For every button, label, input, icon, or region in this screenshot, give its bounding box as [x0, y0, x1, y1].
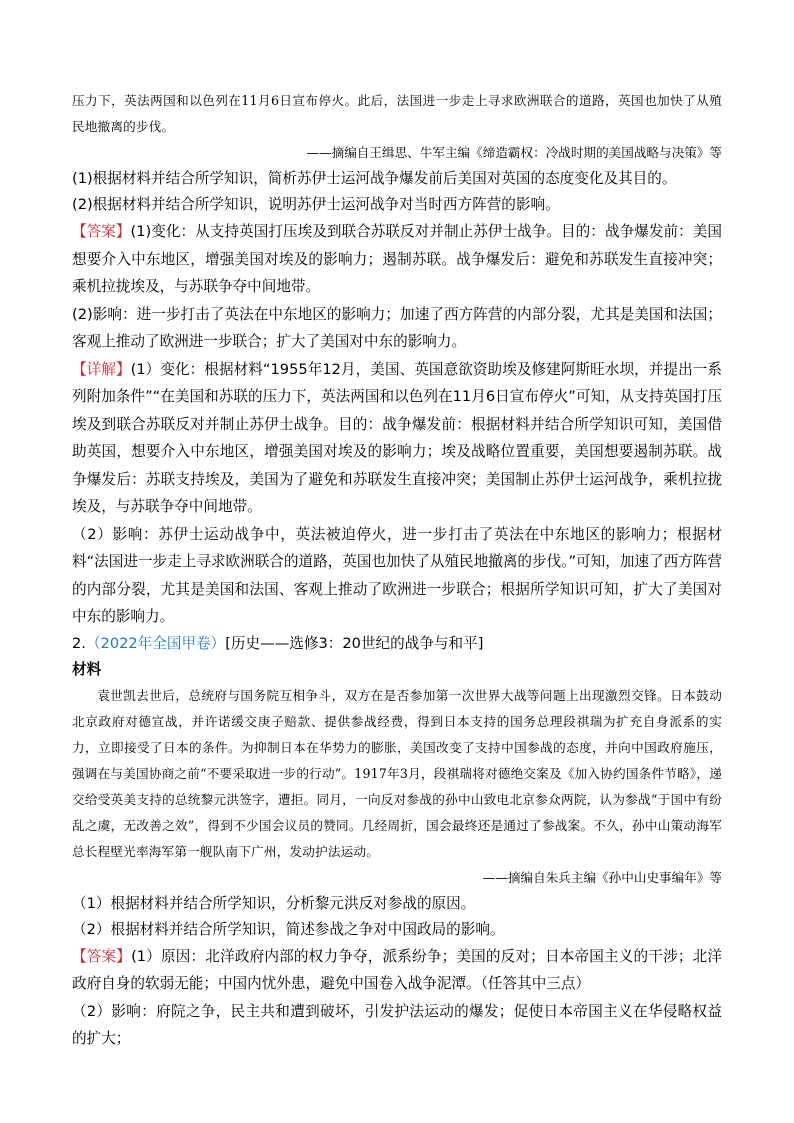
q2-sub-question-2: （2）根据材料并结合所学知识，简述参战之争对中国政局的影响。 — [72, 920, 505, 938]
q1-material-tail: 压力下，英法两国和以色列在11月6日宣布停火。此后，法国进一步走上寻求欧洲联合的道路，英国也加快了从殖民地撤离的步伐。 — [72, 93, 722, 134]
detail-tag: 【详解】 — [72, 360, 131, 378]
q1-sub-question-1: (1)根据材料并结合所学知识，简析苏伊士运河战争爆发前后美国对英国的态度变化及其目的。 — [72, 170, 677, 187]
q1-detail-1 — [72, 356, 722, 521]
q2-source: ——摘编自朱兵主编《孙中山史事编年》等 — [482, 869, 722, 885]
q2-sub-question-1: （1）根据材料并结合所学知识，分析黎元洪反对参战的原因。 — [72, 894, 476, 912]
q2-answer-1-text: (1）原因：北洋政府内部的权力争夺，派系纷争；美国的反对；日本帝国主义的干涉；北洋政府自身的软弱无能；中国内忧外患，避免中国卷入战争泥潭。（任答其中三点） — [72, 947, 722, 992]
q1-answer-2: (2)影响：进一步打击了英法在中东地区的影响力；加速了西方阵营的内部分裂，尤其是美国和法国；客观上推动了欧洲进一步联合；扩大了美国对中东的影响力。 — [72, 305, 722, 350]
q1-detail-2: （2）影响：苏伊士运动战争中，英法被迫停火，进一步打击了英法在中东地区的影响力；根据材料“法国进一步走上寻求欧洲联合的道路，英国也加快了从殖民地撤离的步伐。”可知，加速了西方阵营的内部分裂，尤其是美国和法国、客观上推动了欧洲进一步联合；根据所学知识可知，扩大了美国对中东的影响力。 — [72, 525, 722, 625]
q1-answer-1 — [72, 218, 722, 301]
q1-sub-question-2: (2)根据材料并结合所学知识，说明苏伊士运河战争对当时西方阵营的影响。 — [72, 196, 560, 213]
q2-title — [72, 631, 722, 657]
q1-source: ——摘编自王缉思、牛军主编《缔造霸权：冷战时期的美国战略与决策》等 — [306, 145, 722, 160]
answer-tag: 【答案】 — [72, 223, 131, 240]
q2-title-rest: [历史——选修3：20世纪的战争与和平] — [225, 634, 484, 652]
q1-answer-1-text: (1)变化：从支持英国打压埃及到联合苏联反对并制止苏伊士战争。目的：战争爆发前：美国想要介入中东地区，增强美国对埃及的影响力；遏制苏联。战争爆发后：避免和苏联发生直接冲突；乘机拉拢埃及，与苏联争夺中间地带。 — [72, 223, 722, 295]
q2-source-label: （2022年全国甲卷） — [85, 634, 226, 652]
q2-material: 袁世凯去世后，总统府与国务院互相争斗，双方在是否参加第一次世界大战等问题上出现激烈交锋。日本鼓动北京政府对德宣战，并许诺缓交庚子赔款、提供参战经费，得到日本支持的国务总理段祺瑞为扩充自身派系的实力，立即接受了日本的条件。为抑制日本在华势力的膨胀，美国改变了支持中国参战的态度，并向中国政府施压，强调在与美国协商之前“不要采取进一步的行动”。1917年3月，段祺瑞将对德绝交案及《加入协约国条件节略》，递交给受英美支持的总统黎元洪签字，遭拒。同月，一向反对参战的孙中山致电北京参众两院，认为参战“于国中有纷乱之虞，无改善之效”，得到不少国会议员的赞同。几经周折，国会最终还是通过了参战案。不久，孙中山策动海军总长程壁光率海军第一舰队南下广州，发动护法运动。 — [72, 687, 722, 859]
q2-answer-1 — [72, 943, 722, 998]
q1-detail-1-text: (1）变化：根据材料“1955年12月，美国、英国意欲资助埃及修建阿斯旺水坝，并提出一系列附加条件”“在美国和苏联的压力下，英法两国和以色列在11月6日宣布停火”可知，从支持英国打压埃及到联合苏联反对并制止苏伊士战争。目的：战争爆发前：根据材料并结合所学知识可知，美国借助英国，想要介入中东地区，增强美国对埃及的影响力；埃及战略位置重要，美国想要遏制苏联。战争爆发后：苏联支持埃及，美国为了避免和苏联发生直接冲突；美国制止苏伊士运河战争，乘机拉拢埃及，与苏联争夺中间地带。 — [72, 360, 722, 515]
q2-answer-tag: 【答案】 — [72, 947, 132, 965]
q2-number: 2. — [72, 634, 86, 652]
page-content — [72, 88, 722, 1053]
q2-material-label: 材料 — [72, 660, 102, 678]
q2-answer-2: （2）影响：府院之争，民主共和遭到破坏，引发护法运动的爆发；促使日本帝国主义在华侵略权益的扩大； — [72, 1002, 722, 1047]
